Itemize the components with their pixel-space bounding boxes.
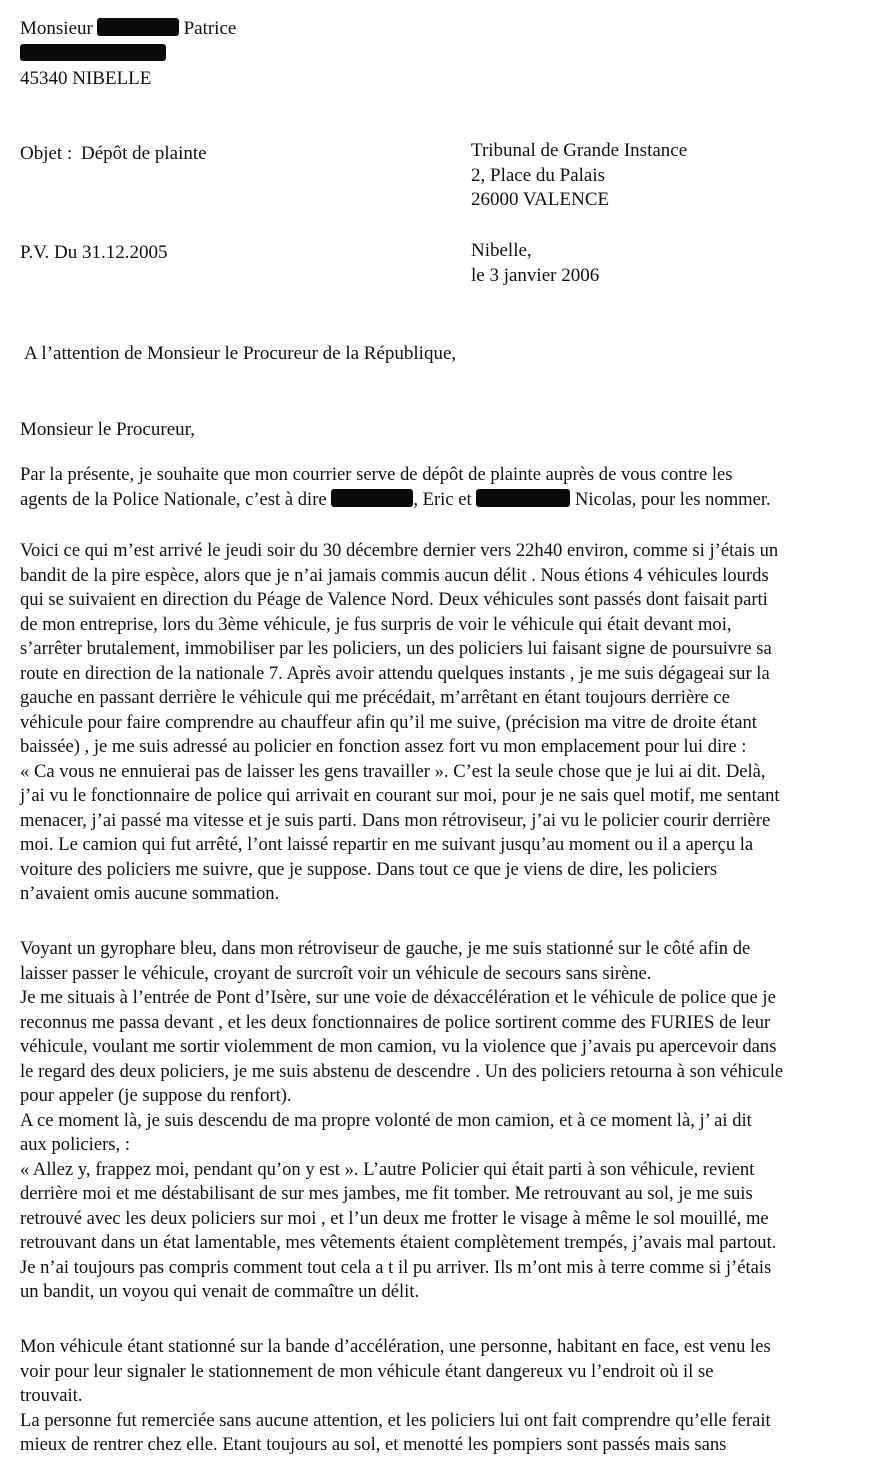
sender-street-line bbox=[20, 42, 166, 66]
paragraph-line: Voyant un gyrophare bleu, dans mon rétroviseur de gauche, je me suis stationné sur le côté afin de bbox=[20, 938, 751, 959]
greeting: Monsieur le Procureur, bbox=[20, 419, 195, 440]
paragraph-line: « Allez y, frappez moi, pendant qu’on y est ». L’autre Policier qui était parti à son véhicule, revient bbox=[20, 1158, 755, 1180]
paragraph-line: qui se suivaient en direction du Péage de Valence Nord. Deux véhicules sont passés dont faisait parti bbox=[20, 589, 768, 610]
paragraph-line: route en direction de la nationale 7. Après avoir attendu quelques instants , je me suis dégageai sur la bbox=[20, 662, 770, 684]
paragraph-line: Je n’ai toujours pas compris comment tout cela a t il pu arriver. Ils m’ont mis à terre comme si j’étais bbox=[20, 1256, 772, 1278]
paragraph-line: gauche en passant derrière le véhicule qui me précédait, m’arrêtant en étant toujours derrière ce bbox=[20, 687, 730, 708]
recipient-city: 26000 VALENCE bbox=[471, 189, 610, 210]
paragraph-line: moi. Le camion qui fut arrêté, l’ont laissé repartir en me suivant jusqu’au moment ou il a aperçu la bbox=[20, 834, 754, 855]
paragraph-incident bbox=[20, 539, 888, 907]
letter-place: Nibelle, bbox=[471, 240, 532, 261]
paragraph-arrest bbox=[20, 937, 888, 1305]
sender-name-line bbox=[20, 17, 236, 41]
recipient-street: 2, Place du Palais bbox=[471, 165, 606, 186]
paragraph-line: bandit de la pire espèce, alors que je n’ai jamais commis aucun délit . Nous étions 4 véhicules lourds bbox=[20, 564, 769, 586]
paragraph-line: A ce moment là, je suis descendu de ma propre volonté de mon camion, et à ce moment là, j’ ai dit bbox=[20, 1109, 752, 1131]
paragraph-line: menacer, j’ai passé ma vitesse et je suis parti. Dans mon rétroviseur, j’ai vu le policier courir derrière bbox=[20, 809, 771, 831]
redacted-surname bbox=[97, 18, 179, 36]
text-segment: agents de la Police Nationale, c’est à dire bbox=[20, 488, 327, 510]
paragraph-line: trouvait. bbox=[20, 1385, 83, 1406]
paragraph-line: pour appeler (je suppose du renfort). bbox=[20, 1085, 292, 1106]
subject-line bbox=[20, 142, 207, 166]
paragraph-line: retrouvé avec les deux policiers sur moi , et l’un deux me frotter le visage à même le sol mouillé, me bbox=[20, 1207, 769, 1229]
attention-line: A l’attention de Monsieur le Procureur de la République, bbox=[24, 343, 457, 364]
paragraph-line: La personne fut remerciée sans aucune attention, et les policiers lui ont fait comprendre qu’elle ferait bbox=[20, 1409, 771, 1431]
paragraph-line: Je me situais à l’entrée de Pont d’Isère, sur une voie de déxaccélération et le véhicule de police que je bbox=[20, 987, 776, 1008]
subject-value: Dépôt de plainte bbox=[81, 143, 207, 164]
letter-date: le 3 janvier 2006 bbox=[471, 265, 600, 286]
redacted-officer-name-2 bbox=[476, 489, 570, 507]
paragraph-line: véhicule pour faire comprendre au chauffeur afin qu’il me suive, (précision ma vitre de droite étant bbox=[20, 711, 757, 733]
paragraph-line: véhicule, voulant me sortir violemment de mon camion, vu la violence que j’avais pu apercevoir dans bbox=[20, 1036, 777, 1057]
paragraph-line: reconnus me passa devant , et les deux fonctionnaires de police sortirent comme des FURIES de leur bbox=[20, 1011, 771, 1033]
paragraph-line: de mon entreprise, lors du 3ème véhicule, je fus surpris de voir le véhicule qui était devant moi, bbox=[20, 613, 732, 635]
paragraph-line: le regard des deux policiers, je me suis abstenu de descendre . Un des policiers retourna à son véhicule bbox=[20, 1060, 784, 1082]
paragraph-line: baissée) , je me suis adressé au policier en fonction assez fort vu mon emplacement pour lui dire : bbox=[20, 736, 747, 757]
paragraph-line: voiture des policiers me suivre, que je suppose. Dans tout ce que je viens de dire, les policiers bbox=[20, 858, 718, 880]
paragraph-line: j’ai vu le fonctionnaire de police qui arrivait en courant sur moi, pour je ne sais quel motif, me sentant bbox=[20, 785, 780, 806]
redacted-officer-name-1 bbox=[331, 489, 413, 507]
paragraph-line: retrouvant dans un état lamentable, mes vêtements étaient complètement trempés, j’avais mal partout. bbox=[20, 1232, 777, 1253]
text-segment: , Eric et bbox=[413, 488, 472, 510]
paragraph-line: Voici ce qui m’est arrivé le jeudi soir du 30 décembre dernier vers 22h40 environ, comme si j’étais un bbox=[20, 540, 779, 561]
sender-city-line: 45340 NIBELLE bbox=[20, 68, 152, 89]
pv-reference: P.V. Du 31.12.2005 bbox=[20, 242, 168, 263]
paragraph-witness bbox=[20, 1335, 888, 1458]
paragraph-line: s’arrêter brutalement, immobiliser par les policiers, un des policiers lui faisant signe de poursuivre sa bbox=[20, 638, 772, 659]
paragraph-line bbox=[20, 488, 888, 513]
paragraph-line: un bandit, un voyou qui venait de commaître un délit. bbox=[20, 1281, 420, 1302]
text-segment: Nicolas, pour les nommer. bbox=[574, 488, 771, 510]
paragraph-line: laisser passer le véhicule, croyant de surcroît voir un véhicule de secours sans sirène. bbox=[20, 962, 652, 984]
paragraph-line: voir pour leur signaler le stationnement de mon véhicule étant dangereux vu l’endroit où il se bbox=[20, 1360, 714, 1382]
paragraph-line: aux policiers, : bbox=[20, 1134, 130, 1155]
recipient-name: Tribunal de Grande Instance bbox=[471, 140, 688, 161]
paragraph-line: Mon véhicule étant stationné sur la bande d’accélération, une personne, habitant en face, est venu les bbox=[20, 1336, 771, 1357]
subject-label: Objet : bbox=[20, 143, 73, 164]
paragraph-line: mieux de rentrer chez elle. Etant toujours au sol, et menotté les pompiers sont passés mais sans bbox=[20, 1434, 727, 1455]
redacted-street bbox=[20, 44, 166, 61]
paragraph-line: Par la présente, je souhaite que mon courrier serve de dépôt de plainte auprès de vous contre les bbox=[20, 464, 733, 485]
sender-first-name: Patrice bbox=[183, 18, 237, 39]
paragraph-line: « Ca vous ne ennuierai pas de laisser les gens travailler ». C’est la seule chose que je lui ai dit. Delà, bbox=[20, 760, 766, 782]
paragraph-line: n’avaient omis aucune sommation. bbox=[20, 883, 280, 904]
paragraph-intro bbox=[20, 463, 888, 512]
sender-salutation: Monsieur bbox=[20, 18, 93, 39]
paragraph-line: derrière moi et me déstabilisant de sur mes jambes, me fit tomber. Me retrouvant au sol, je me suis bbox=[20, 1183, 753, 1204]
